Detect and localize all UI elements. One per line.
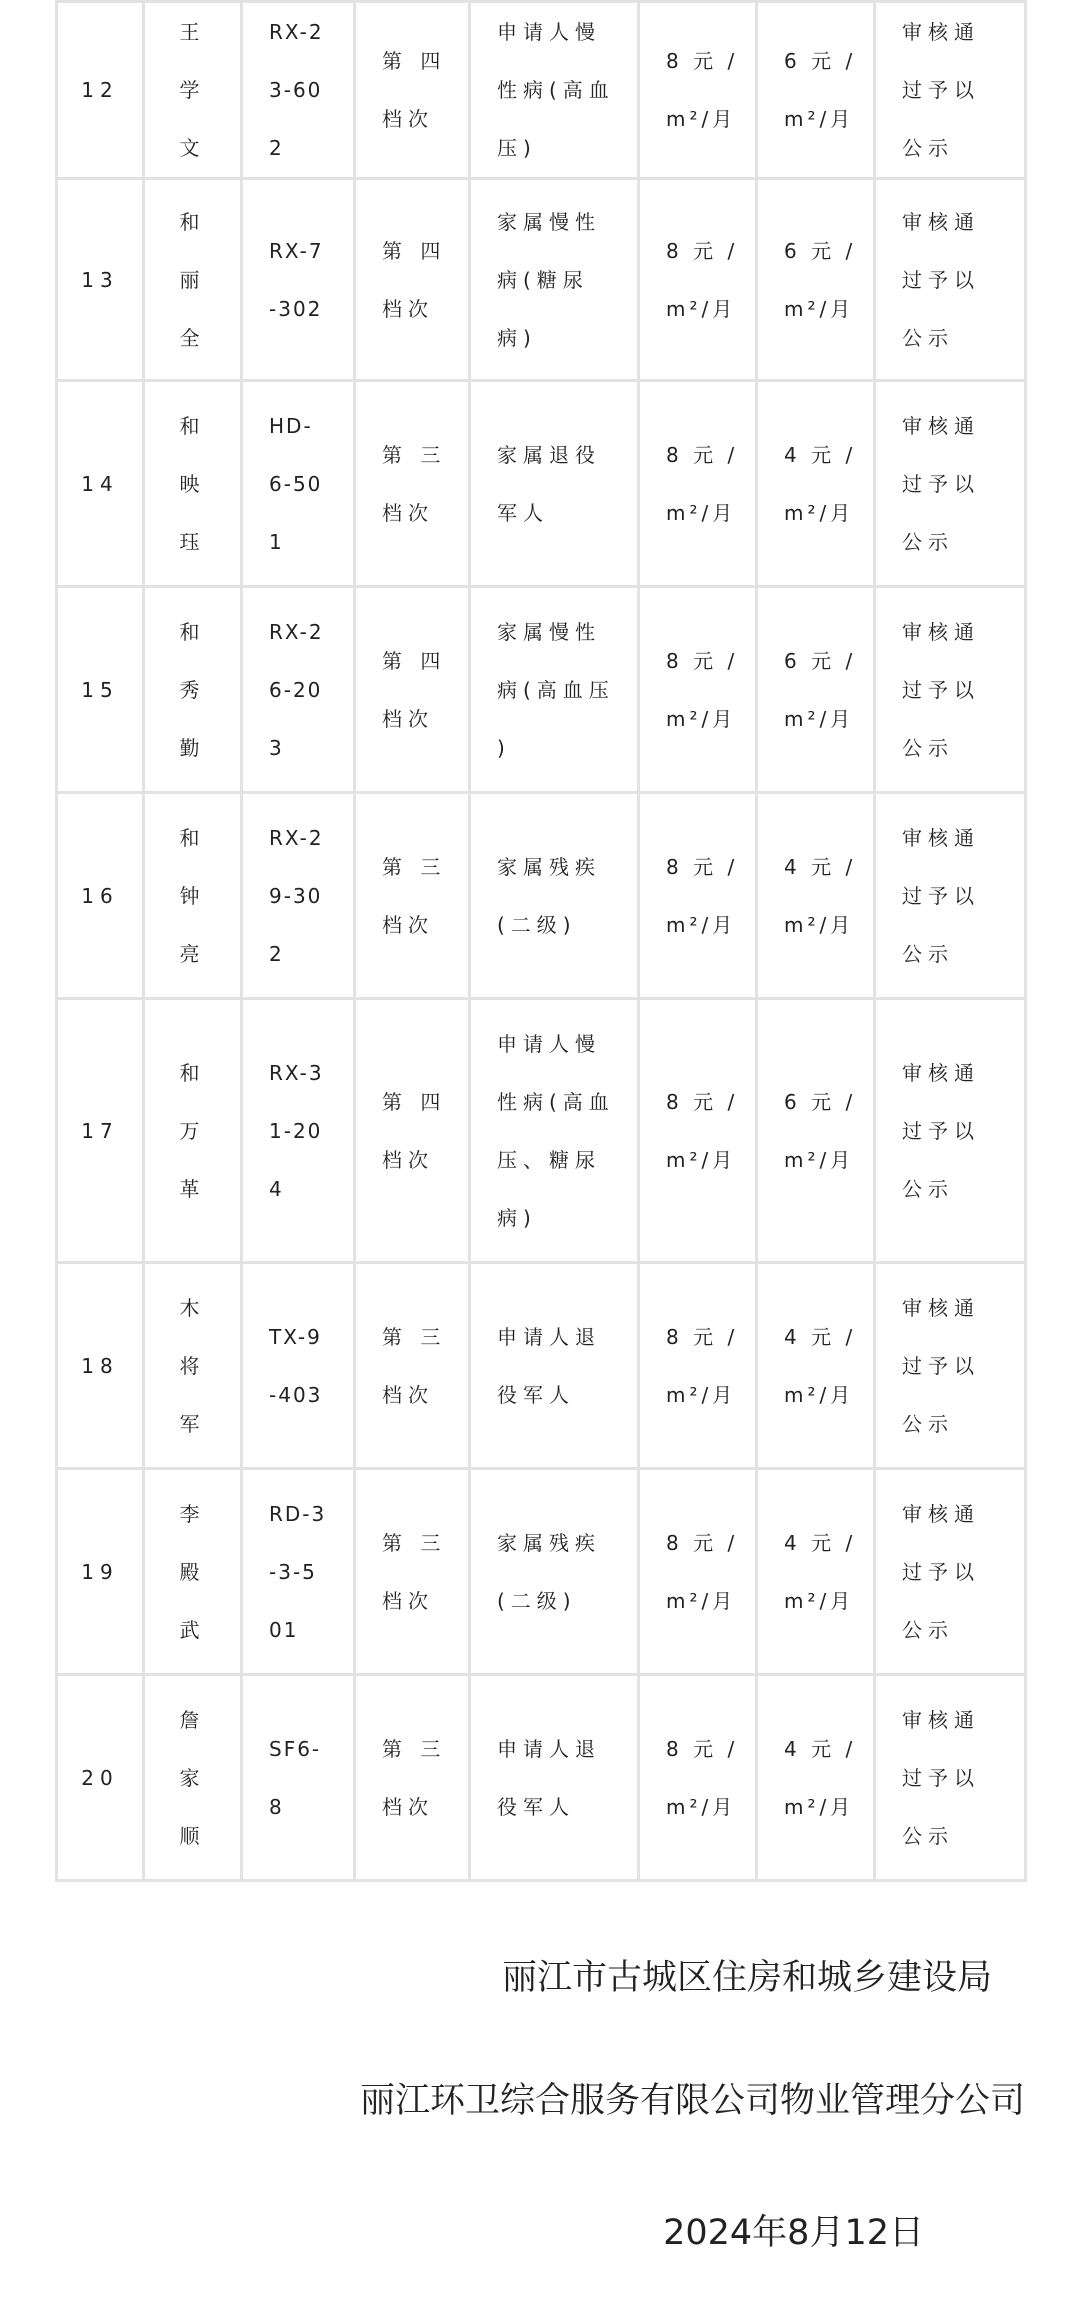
- room-cell: TX-9 -403: [242, 1263, 355, 1469]
- tier-cell: 第 四 档次: [355, 2, 470, 179]
- tier-cell: 第 三 档次: [355, 1469, 470, 1675]
- reason-cell: 家属残疾 (二级): [470, 793, 639, 999]
- table-row: [57, 587, 1026, 793]
- name-cell: 和 丽 全: [144, 179, 242, 381]
- seq-cell: 19: [57, 1469, 144, 1675]
- tier-cell: 第 三 档次: [355, 1263, 470, 1469]
- reason-cell: 家属残疾 (二级): [470, 1469, 639, 1675]
- result-cell: 审核通 过予以 公示: [875, 793, 1026, 999]
- table-row: [57, 1469, 1026, 1675]
- seq-cell: 17: [57, 999, 144, 1263]
- standard-fee-cell: 8 元 / m²/月: [639, 1263, 757, 1469]
- name-cell: 和 秀 勤: [144, 587, 242, 793]
- reason-cell: 申请人慢 性病(高血 压): [470, 2, 639, 179]
- tier-cell: 第 四 档次: [355, 587, 470, 793]
- name-cell: 木 将 军: [144, 1263, 242, 1469]
- result-cell: 审核通 过予以 公示: [875, 587, 1026, 793]
- reduced-fee-cell: 4 元 / m²/月: [757, 1263, 875, 1469]
- reason-cell: 家属慢性 病(高血压 ): [470, 587, 639, 793]
- fee-reduction-table-wrapper: [55, 0, 1024, 1882]
- standard-fee-cell: 8 元 / m²/月: [639, 179, 757, 381]
- name-cell: 李 殿 武: [144, 1469, 242, 1675]
- tier-cell: 第 三 档次: [355, 1675, 470, 1881]
- table-row: [57, 1263, 1026, 1469]
- room-cell: RX-2 9-30 2: [242, 793, 355, 999]
- result-cell: 审核通 过予以 公示: [875, 2, 1026, 179]
- room-cell: RD-3 -3-5 01: [242, 1469, 355, 1675]
- table-row: [57, 793, 1026, 999]
- reason-cell: 家属慢性 病(糖尿 病): [470, 179, 639, 381]
- reduced-fee-cell: 4 元 / m²/月: [757, 1469, 875, 1675]
- seq-cell: 15: [57, 587, 144, 793]
- name-cell: 王 学 文: [144, 2, 242, 179]
- seq-cell: 13: [57, 179, 144, 381]
- tier-cell: 第 三 档次: [355, 381, 470, 587]
- reason-cell: 申请人慢 性病(高血 压、糖尿 病): [470, 999, 639, 1263]
- name-cell: 和 映 珏: [144, 381, 242, 587]
- room-cell: RX-7 -302: [242, 179, 355, 381]
- tier-cell: 第 四 档次: [355, 999, 470, 1263]
- reduced-fee-cell: 6 元 / m²/月: [757, 999, 875, 1263]
- result-cell: 审核通 过予以 公示: [875, 1263, 1026, 1469]
- reduced-fee-cell: 4 元 / m²/月: [757, 1675, 875, 1881]
- table-row: [57, 999, 1026, 1263]
- table-row: [57, 381, 1026, 587]
- table-body: [57, 2, 1026, 1881]
- reason-cell: 申请人退 役军人: [470, 1675, 639, 1881]
- standard-fee-cell: 8 元 / m²/月: [639, 1675, 757, 1881]
- room-cell: HD- 6-50 1: [242, 381, 355, 587]
- result-cell: 审核通 过予以 公示: [875, 999, 1026, 1263]
- reduced-fee-cell: 6 元 / m²/月: [757, 179, 875, 381]
- reason-cell: 申请人退 役军人: [470, 1263, 639, 1469]
- name-cell: 詹 家 顺: [144, 1675, 242, 1881]
- issuer-property-company: 丽江环卫综合服务有限公司物业管理分公司: [359, 2081, 1025, 2121]
- standard-fee-cell: 8 元 / m²/月: [639, 381, 757, 587]
- result-cell: 审核通 过予以 公示: [875, 1469, 1026, 1675]
- seq-cell: 16: [57, 793, 144, 999]
- room-cell: RX-3 1-20 4: [242, 999, 355, 1263]
- seq-cell: 12: [57, 2, 144, 179]
- reduced-fee-cell: 4 元 / m²/月: [757, 793, 875, 999]
- standard-fee-cell: 8 元 / m²/月: [639, 2, 757, 179]
- room-cell: RX-2 3-60 2: [242, 2, 355, 179]
- fee-reduction-table: [55, 0, 1027, 1882]
- reduced-fee-cell: 6 元 / m²/月: [757, 2, 875, 179]
- issuer-housing-bureau: 丽江市古城区住房和城乡建设局: [501, 1958, 992, 1998]
- seq-cell: 18: [57, 1263, 144, 1469]
- standard-fee-cell: 8 元 / m²/月: [639, 793, 757, 999]
- name-cell: 和 钟 亮: [144, 793, 242, 999]
- table-row: [57, 179, 1026, 381]
- standard-fee-cell: 8 元 / m²/月: [639, 1469, 757, 1675]
- table-row: [57, 2, 1026, 179]
- result-cell: 审核通 过予以 公示: [875, 381, 1026, 587]
- result-cell: 审核通 过予以 公示: [875, 179, 1026, 381]
- table-row: [57, 1675, 1026, 1881]
- standard-fee-cell: 8 元 / m²/月: [639, 587, 757, 793]
- reason-cell: 家属退役 军人: [470, 381, 639, 587]
- tier-cell: 第 三 档次: [355, 793, 470, 999]
- notice-date: 2024年8月12日: [663, 2213, 924, 2253]
- tier-cell: 第 四 档次: [355, 179, 470, 381]
- room-cell: SF6- 8: [242, 1675, 355, 1881]
- name-cell: 和 万 革: [144, 999, 242, 1263]
- room-cell: RX-2 6-20 3: [242, 587, 355, 793]
- reduced-fee-cell: 4 元 / m²/月: [757, 381, 875, 587]
- seq-cell: 14: [57, 381, 144, 587]
- result-cell: 审核通 过予以 公示: [875, 1675, 1026, 1881]
- seq-cell: 20: [57, 1675, 144, 1881]
- standard-fee-cell: 8 元 / m²/月: [639, 999, 757, 1263]
- reduced-fee-cell: 6 元 / m²/月: [757, 587, 875, 793]
